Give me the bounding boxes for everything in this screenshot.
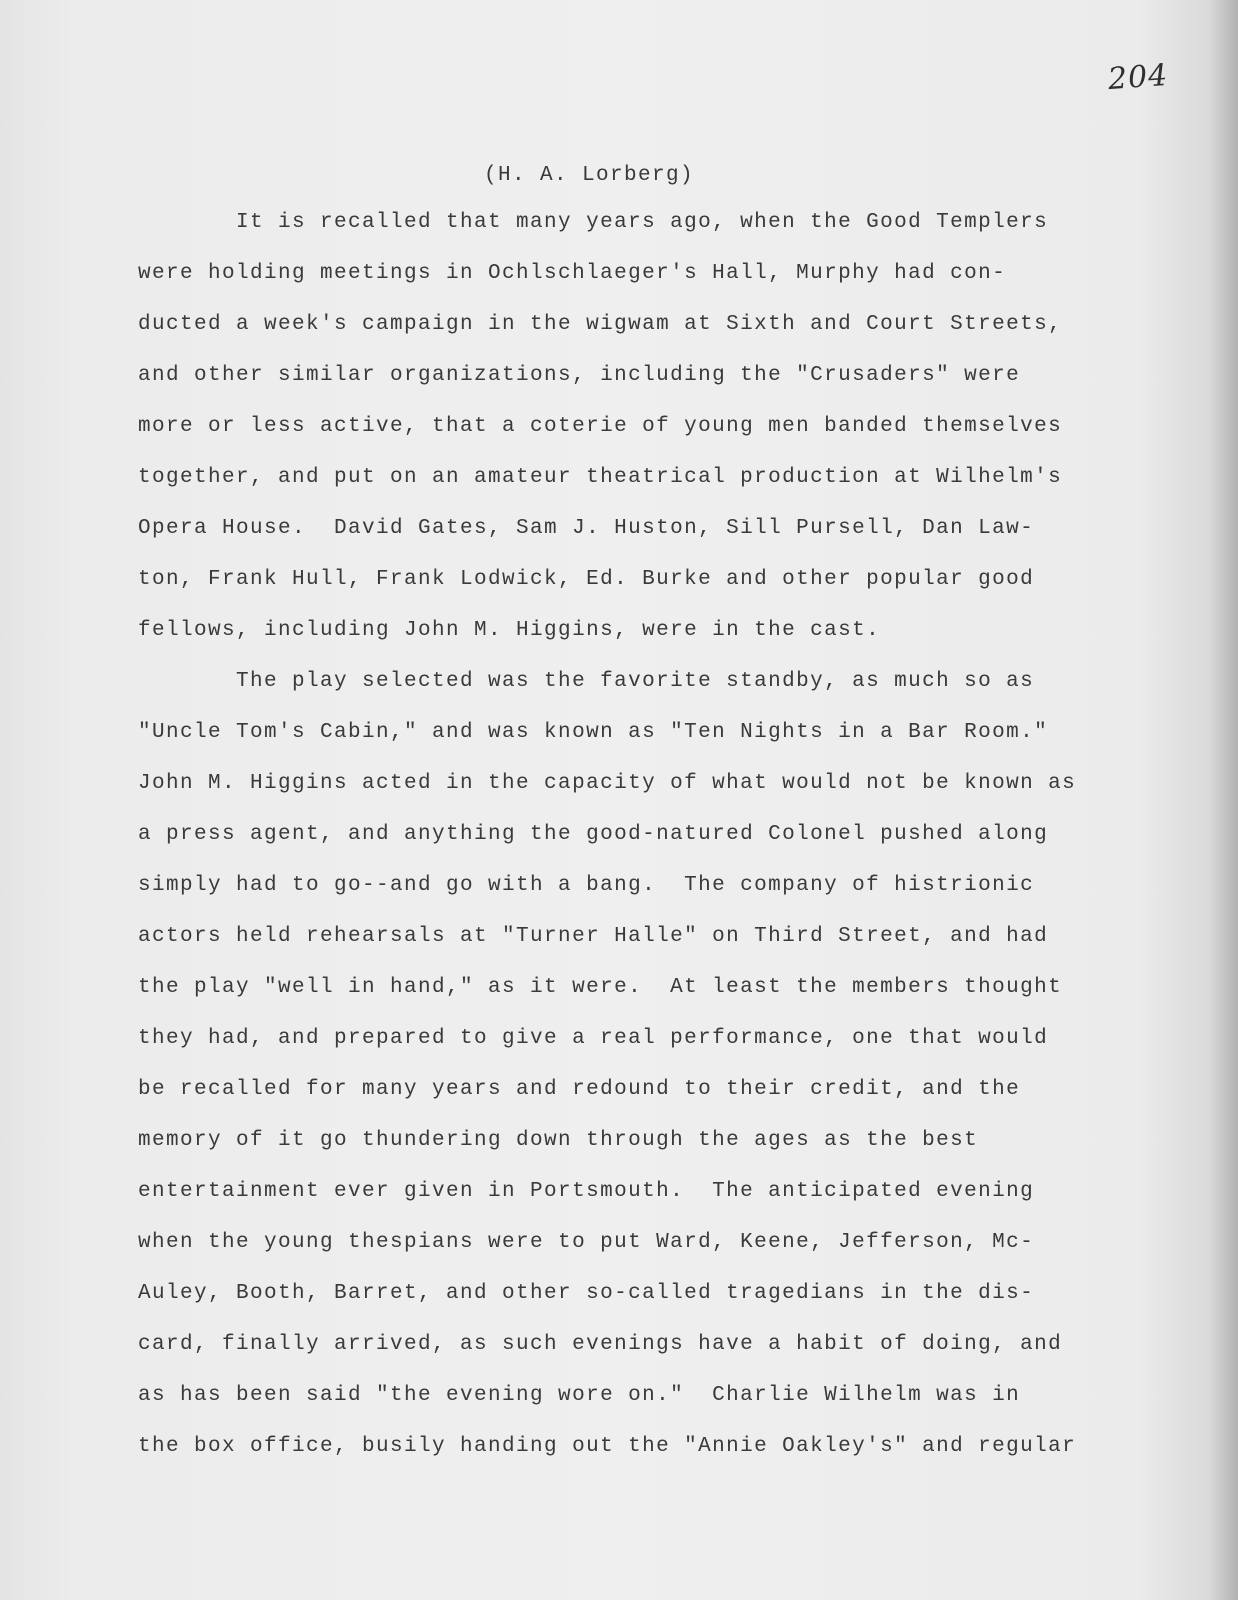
text-line: the play "well in hand," as it were. At least the members thought [138,976,1063,999]
text-line: The play selected was the favorite standby, as much so as [138,670,1035,693]
text-line: Opera House. David Gates, Sam J. Huston, Sill Pursell, Dan Law- [138,517,1035,540]
text-line: "Uncle Tom's Cabin," and was known as "Ten Nights in a Bar Room." [138,721,1049,744]
text-line: be recalled for many years and redound to their credit, and the [138,1078,1021,1101]
text-line: ton, Frank Hull, Frank Lodwick, Ed. Burke and other popular good [138,568,1035,591]
page-edge-shadow [1210,0,1238,1600]
text-line: memory of it go thundering down through the ages as the best [138,1129,979,1152]
text-line: simply had to go--and go with a bang. The company of histrionic [138,874,1035,897]
text-line: entertainment ever given in Portsmouth. The anticipated evening [138,1180,1035,1203]
text-line: together, and put on an amateur theatrical production at Wilhelm's [138,466,1063,489]
text-line: the box office, busily handing out the "Annie Oakley's" and regular [138,1435,1077,1458]
text-line: fellows, including John M. Higgins, were in the cast. [138,619,881,642]
text-line: they had, and prepared to give a real performance, one that would [138,1027,1049,1050]
text-line: and other similar organizations, including the "Crusaders" were [138,364,1021,387]
text-line: a press agent, and anything the good-natured Colonel pushed along [138,823,1049,846]
text-line: card, finally arrived, as such evenings have a habit of doing, and [138,1333,1063,1356]
text-line: ducted a week's campaign in the wigwam at Sixth and Court Streets, [138,313,1063,336]
page-number: 204 [1106,57,1170,98]
text-line: It is recalled that many years ago, when the Good Templers [138,211,1049,234]
text-line: when the young thespians were to put Ward, Keene, Jefferson, Mc- [138,1231,1035,1254]
text-line: John M. Higgins acted in the capacity of what would not be known as [138,772,1077,795]
text-line: more or less active, that a coterie of young men banded themselves [138,415,1063,438]
text-line: were holding meetings in Ochlschlaeger's Hall, Murphy had con- [138,262,1007,285]
text-line: actors held rehearsals at "Turner Halle" on Third Street, and had [138,925,1049,948]
author-attribution: (H. A. Lorberg) [484,164,695,187]
text-line: Auley, Booth, Barret, and other so-called tragedians in the dis- [138,1282,1035,1305]
text-line: as has been said "the evening wore on." Charlie Wilhelm was in [138,1384,1021,1407]
